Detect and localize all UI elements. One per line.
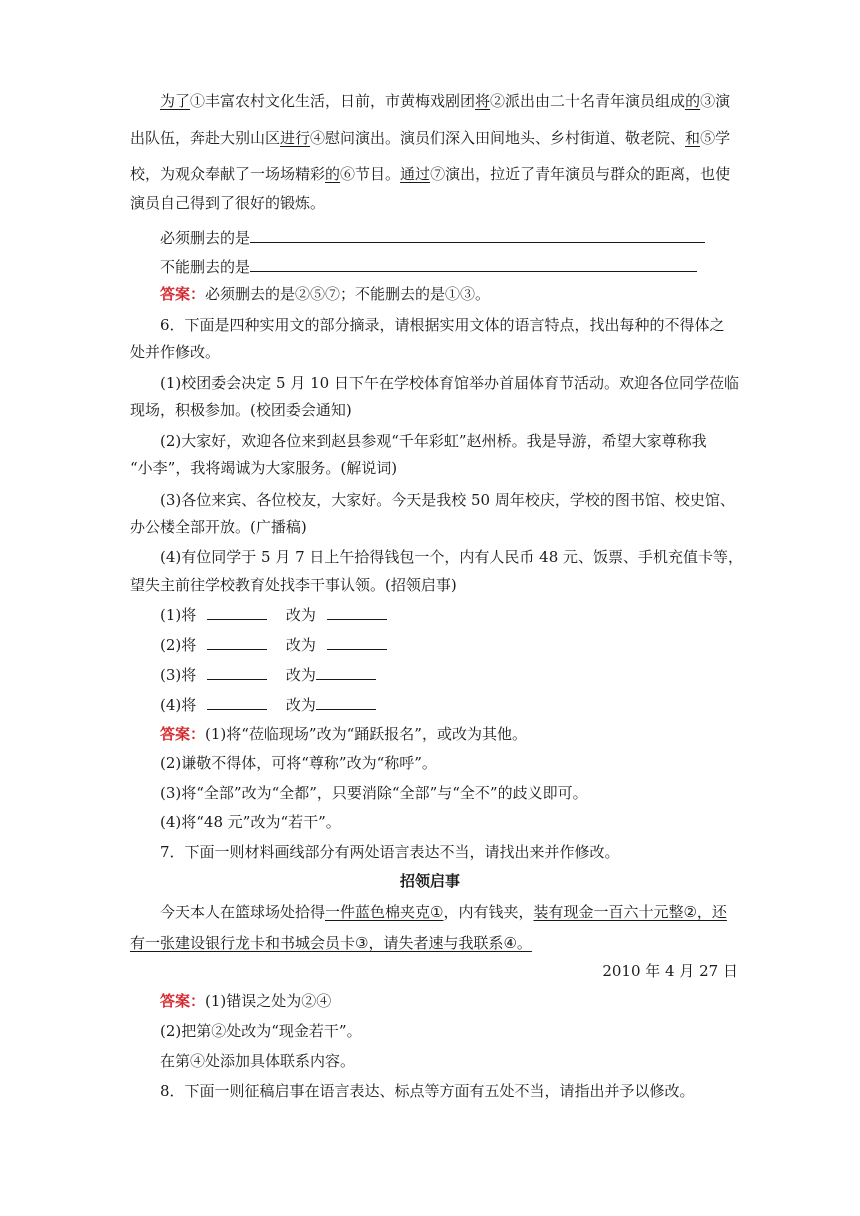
passage-text: ⑤学: [700, 129, 731, 147]
fill-blank-to[interactable]: [327, 635, 387, 650]
answer-label: 答案：: [160, 992, 206, 1010]
q6-item-2-line-2: “小李”，我将竭诚为大家服务。(解说词): [130, 459, 398, 477]
notice-line-1: [160, 902, 727, 922]
fill-change-label: 改为: [285, 696, 316, 714]
answer-label: 答案：: [160, 285, 206, 303]
marked-word-2: 将: [475, 92, 491, 110]
passage-text: ⑥节目。: [340, 165, 401, 183]
answer-text: (1)将“莅临现场”改为“踊跃报名”，或改为其他。: [205, 725, 527, 743]
q6-item-4-line-1: (4)有位同学于 5 月 7 日上午拾得钱包一个，内有人民币 48 元、饭票、手机充值卡等，: [160, 548, 744, 566]
q6-item-4-line-2: 望失主前往学校教育处找李干事认领。(招领启事): [130, 576, 457, 594]
fill-line-2: [160, 635, 387, 655]
q7-answer-1: [160, 991, 331, 1011]
q8-stem: 8．下面一则征稿启事在语言表达、标点等方面有五处不当，请指出并予以修改。: [160, 1082, 695, 1100]
q7-answer-3: 在第④处添加具体联系内容。: [160, 1052, 356, 1070]
must-delete-blank[interactable]: [250, 228, 705, 243]
marked-word-7: 通过: [400, 165, 431, 183]
cannot-delete-label: 不能删去的是: [160, 258, 251, 276]
notice-text: ，内有钱夹，: [443, 903, 534, 921]
q6-answer-3: (3)将“全部”改为“全都”，只要消除“全部”与“全不”的歧义即可。: [160, 784, 588, 802]
marked-word-1: 为了: [160, 92, 191, 110]
fill-blank-from[interactable]: [207, 665, 267, 680]
passage-text: ②派出由二十名青年演员组成: [490, 92, 686, 110]
q6-answer-4: (4)将“48 元”改为“若干”。: [160, 813, 341, 831]
marked-word-6: 的: [325, 165, 341, 183]
fill-line-1: [160, 605, 387, 625]
fill-change-label: 改为: [285, 636, 316, 654]
notice-underlined-1: 一件蓝色棉夹克①: [325, 903, 444, 921]
q6-item-1-line-1: (1)校团委会决定 5 月 10 日下午在学校体育馆举办首届体育节活动。欢迎各位同学莅临: [160, 374, 739, 392]
notice-underlined-3: 有一张建设银行龙卡和书城会员卡③，请失者速与我联系④。: [130, 934, 532, 952]
answer-text: (1)错误之处为②④: [205, 992, 332, 1010]
fill-label: (1)将: [160, 606, 197, 624]
answer-label: 答案：: [160, 725, 206, 743]
fill-blank-from[interactable]: [207, 695, 267, 710]
q5-passage-line-4: 演员自己得到了很好的锻炼。: [130, 194, 326, 212]
q5-passage-line-3: [130, 164, 730, 184]
q7-stem: 7．下面一则材料画线部分有两处语言表达不当，请找出来并作修改。: [160, 843, 620, 861]
fill-blank-to[interactable]: [316, 695, 376, 710]
passage-text: ⑦演出，拉近了青年演员与群众的距离，也使: [430, 165, 731, 183]
fill-label: (3)将: [160, 666, 197, 684]
answer-text: 必须删去的是②⑤⑦；不能删去的是①③。: [205, 285, 491, 303]
fill-change-label: 改为: [285, 666, 316, 684]
q7-answer-2: (2)把第②处改为“现金若干”。: [160, 1022, 362, 1040]
notice-title: 招领启事: [399, 872, 460, 890]
cannot-delete-line: [160, 257, 697, 277]
fill-label: (2)将: [160, 636, 197, 654]
notice-line-2: [130, 933, 532, 953]
q5-passage-line-1: [160, 91, 730, 111]
passage-text: 校，为观众奉献了一场场精彩: [130, 165, 326, 183]
marked-word-3: 的: [685, 92, 701, 110]
passage-text: ①丰富农村文化生活，日前，市黄梅戏剧团: [190, 92, 476, 110]
fill-line-4: [160, 695, 376, 715]
fill-label: (4)将: [160, 696, 197, 714]
q6-item-1-line-2: 现场，积极参加。(校团委会通知): [130, 401, 352, 419]
notice-underlined-2: 装有现金一百六十元整②，还: [533, 903, 727, 921]
q6-stem-line-1: 6．下面是四种实用文的部分摘录，请根据实用文体的语言特点，找出每种的不得体之: [160, 316, 725, 334]
notice-date: 2010 年 4 月 27 日: [602, 962, 738, 980]
must-delete-label: 必须删去的是: [160, 229, 251, 247]
q6-answer-2: (2)谦敬不得体，可将“尊称”改为“称呼”。: [160, 754, 437, 772]
passage-text: 出队伍，奔赴大别山区: [130, 129, 281, 147]
marked-word-5: 和: [685, 129, 701, 147]
q5-answer: [160, 284, 490, 304]
q6-item-2-line-1: (2)大家好，欢迎各位来到赵县参观“千年彩虹”赵州桥。我是导游，希望大家尊称我: [160, 432, 707, 450]
cannot-delete-blank[interactable]: [250, 257, 697, 272]
fill-blank-to[interactable]: [316, 665, 376, 680]
passage-text: ③演: [700, 92, 731, 110]
q6-item-3-line-2: 办公楼全部开放。(广播稿): [130, 518, 307, 536]
passage-text: ④慰问演出。演员们深入田间地头、乡村街道、敬老院、: [310, 129, 686, 147]
q6-stem-line-2: 处并作修改。: [130, 343, 221, 361]
fill-line-3: [160, 665, 376, 685]
fill-blank-to[interactable]: [327, 605, 387, 620]
notice-text: 今天本人在篮球场处拾得: [160, 903, 326, 921]
q5-passage-line-2: [130, 128, 730, 148]
fill-change-label: 改为: [285, 606, 316, 624]
fill-blank-from[interactable]: [207, 605, 267, 620]
must-delete-line: [160, 228, 705, 248]
q6-answer-1: [160, 724, 527, 744]
marked-word-4: 进行: [280, 129, 311, 147]
fill-blank-from[interactable]: [207, 635, 267, 650]
q6-item-3-line-1: (3)各位来宾、各位校友，大家好。今天是我校 50 周年校庆，学校的图书馆、校史馆、: [160, 491, 735, 509]
